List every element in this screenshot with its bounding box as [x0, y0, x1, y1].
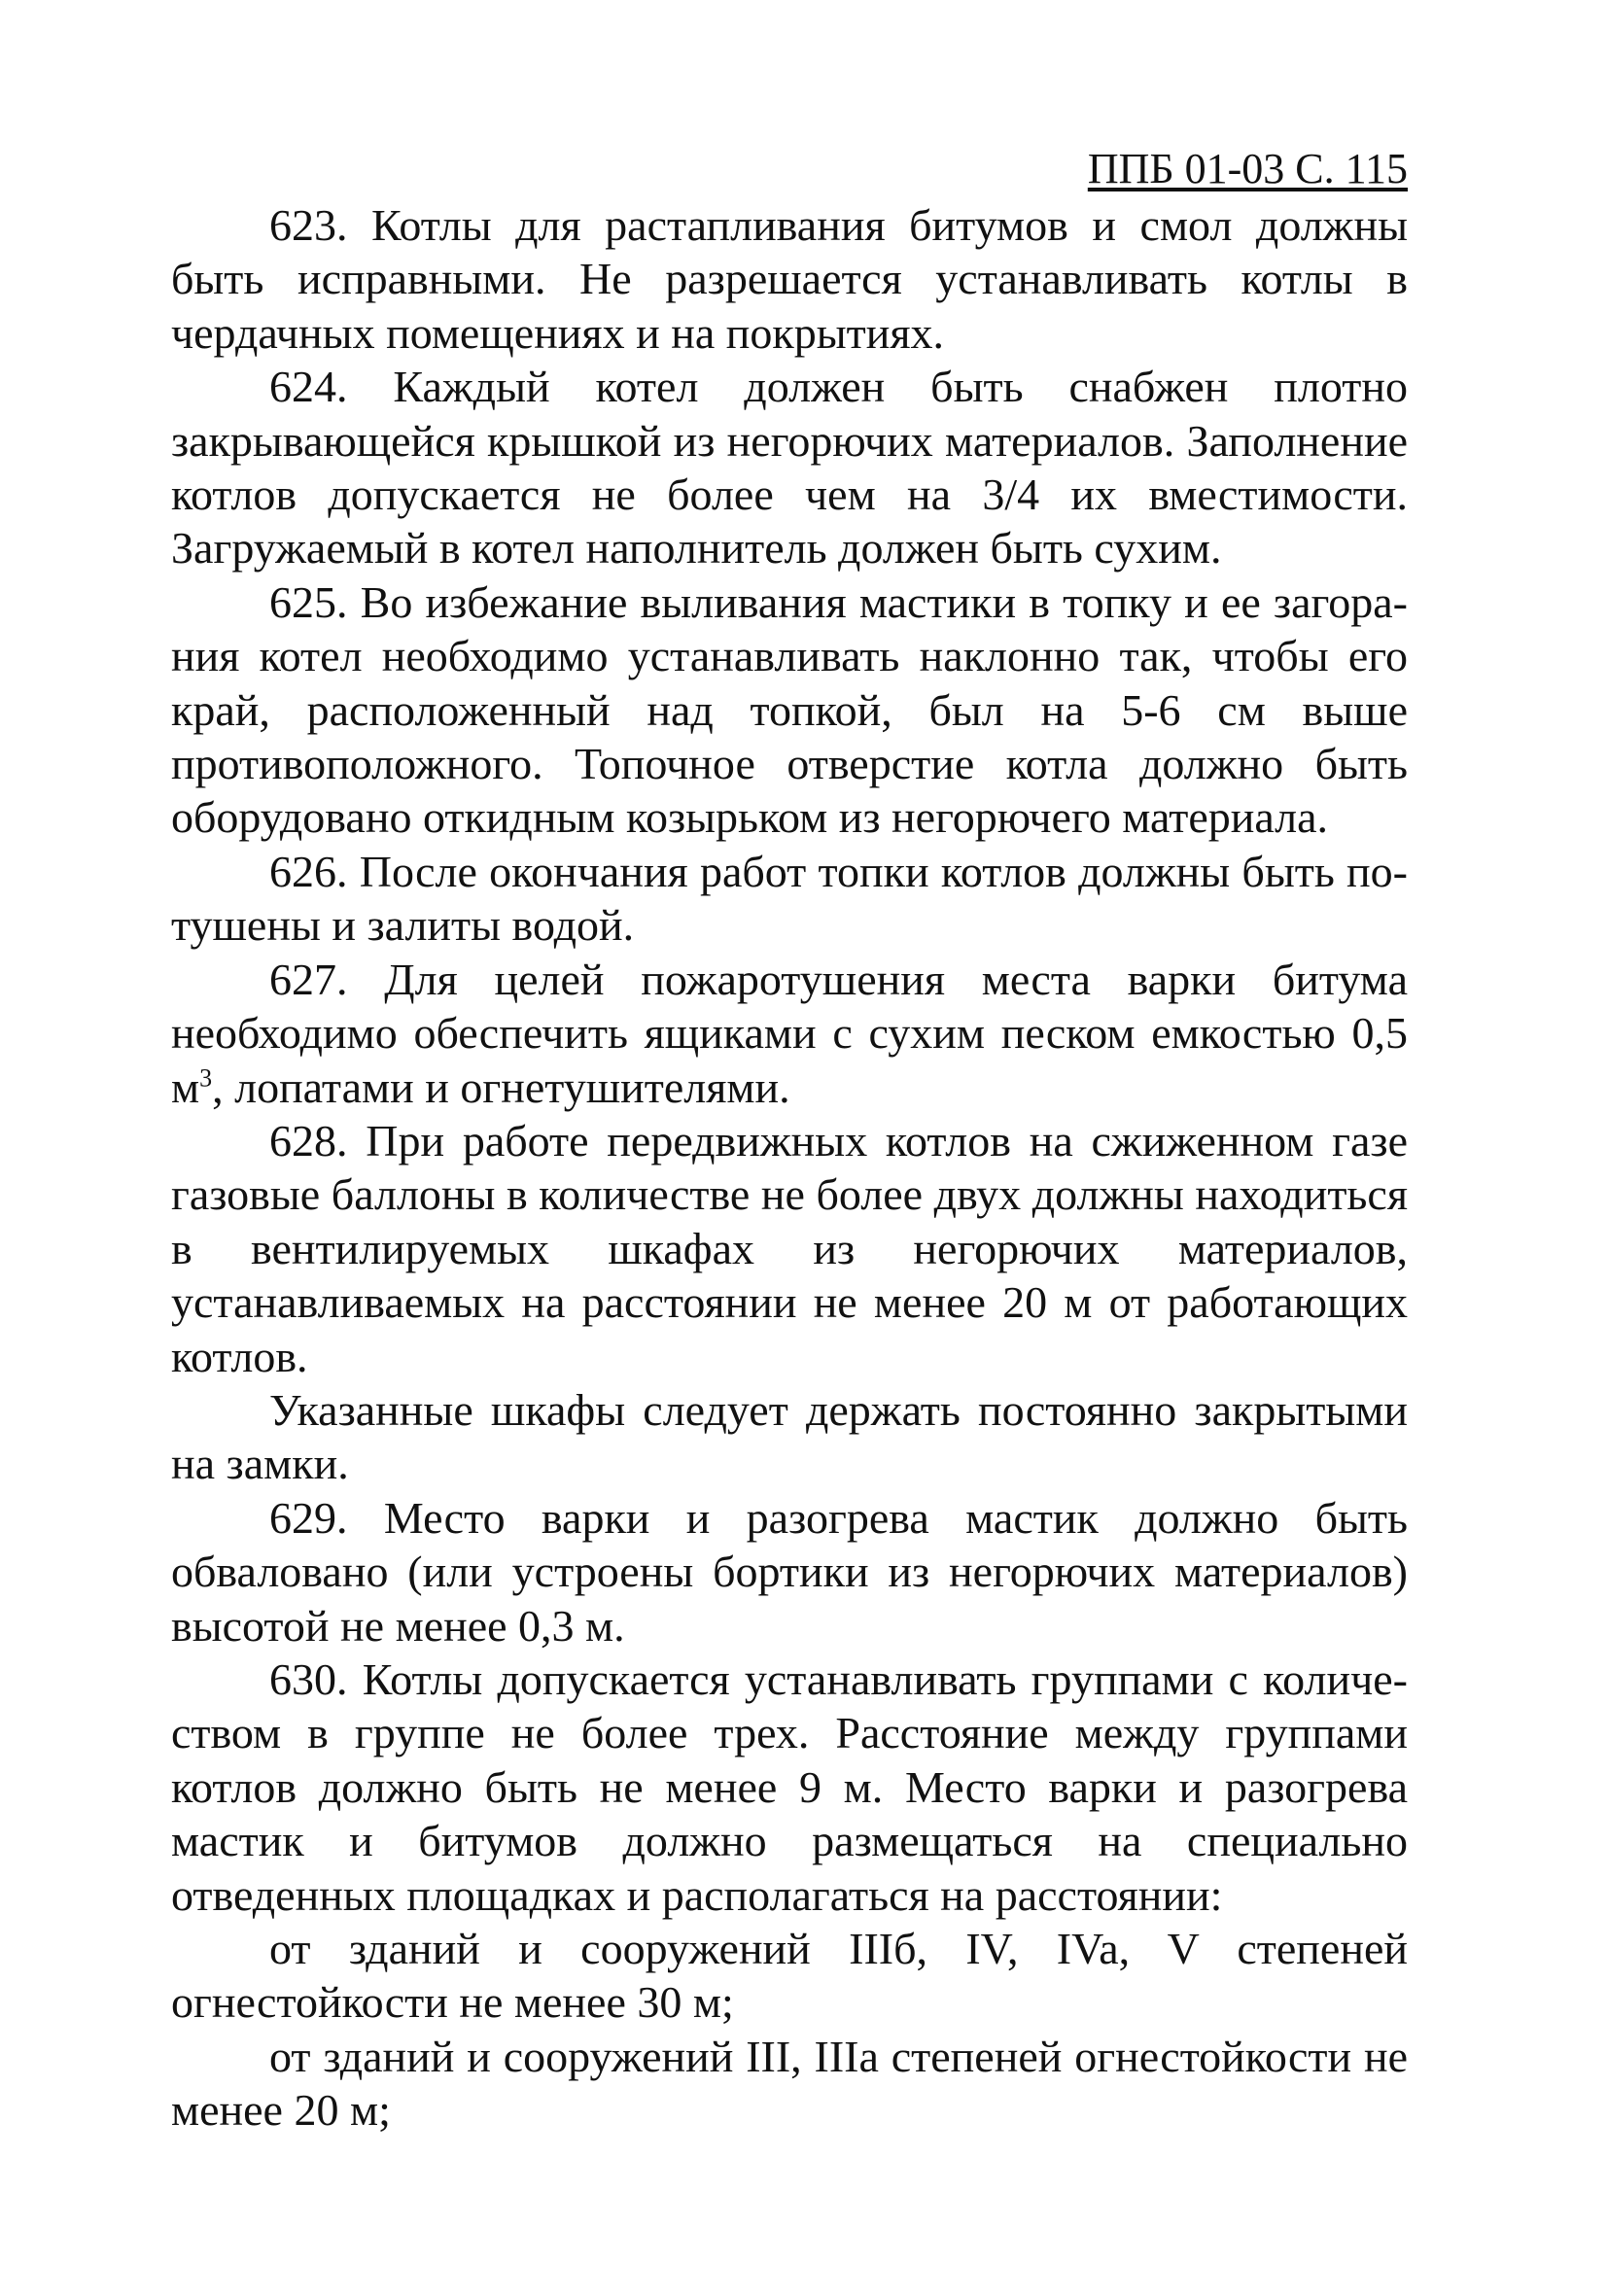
document-page — [171, 144, 1408, 2138]
paragraph-623: 623. Котлы для растапливания битумов и смол должны быть исправными. Не разрешается устанавливать котлы в чердачных помещениях и на покрытиях. — [171, 200, 1408, 358]
paragraph-629: 629. Место варки и разогрева мастик должно быть обваловано (или устроены бортики из негорючих материалов) высотой не менее 0,3 м. — [171, 1492, 1408, 1651]
paragraph-630-item-1: от зданий и сооружений IIIб, IV, IVa, V степеней огнестойкости не менее 30 м; — [171, 1924, 1408, 2028]
paragraph-628-note: Указанные шкафы следует держать постоянно закрытыми на замки. — [171, 1384, 1408, 1489]
paragraph-627-superscript: 3 — [199, 1063, 213, 1093]
paragraph-627 — [171, 953, 1408, 1114]
paragraph-626: 626. После окончания работ топки котлов должны быть потушены и залиты водой. — [171, 846, 1408, 951]
paragraph-625: 625. Во избежание выливания мастики в топку и ее загорания котел необходимо устанавливать наклонно так, чтобы его край, расположенный над топкой, был на 5-6 см выше противоположного. Топочное отверстие котла должно быть оборудовано откидным козырьком из негорючего материала. — [171, 576, 1408, 843]
page-header: ППБ 01-03 С. 115 — [1087, 145, 1408, 192]
paragraph-630-item-2: от зданий и сооружений III, IIIa степеней огнестойкости не менее 20 м; — [171, 2031, 1408, 2136]
paragraph-624: 624. Каждый котел должен быть снабжен плотно закрывающейся крышкой из негорючих материалов. Заполнение котлов допускается не более чем на 3/4 их вместимости. Загружаемый в котел наполнитель должен быть сухим. — [171, 362, 1408, 574]
paragraph-627-text: 627. Для целей пожаротушения места варки битума необходимо обеспечить ящиками с сухим песком емкостью 0,5 м — [171, 954, 1408, 1112]
paragraph-627-text-end: , лопатами и огнетушителями. — [212, 1061, 790, 1112]
paragraph-630: 630. Котлы допускается устанавливать группами с количеством в группе не более трех. Расстояние между группами котлов должно быть не менее 9 м. Место варки и разогрева мастик и битумов должно размещаться на специально отведенных площадках и располагаться на расстоянии: — [171, 1653, 1408, 1920]
paragraph-628: 628. При работе передвижных котлов на сжиженном газе газовые баллоны в количестве не более двух должны находиться в вентилируемых шкафах из негорючих материалов, устанавливаемых на расстоянии не менее 20 м от работающих котлов. — [171, 1115, 1408, 1381]
